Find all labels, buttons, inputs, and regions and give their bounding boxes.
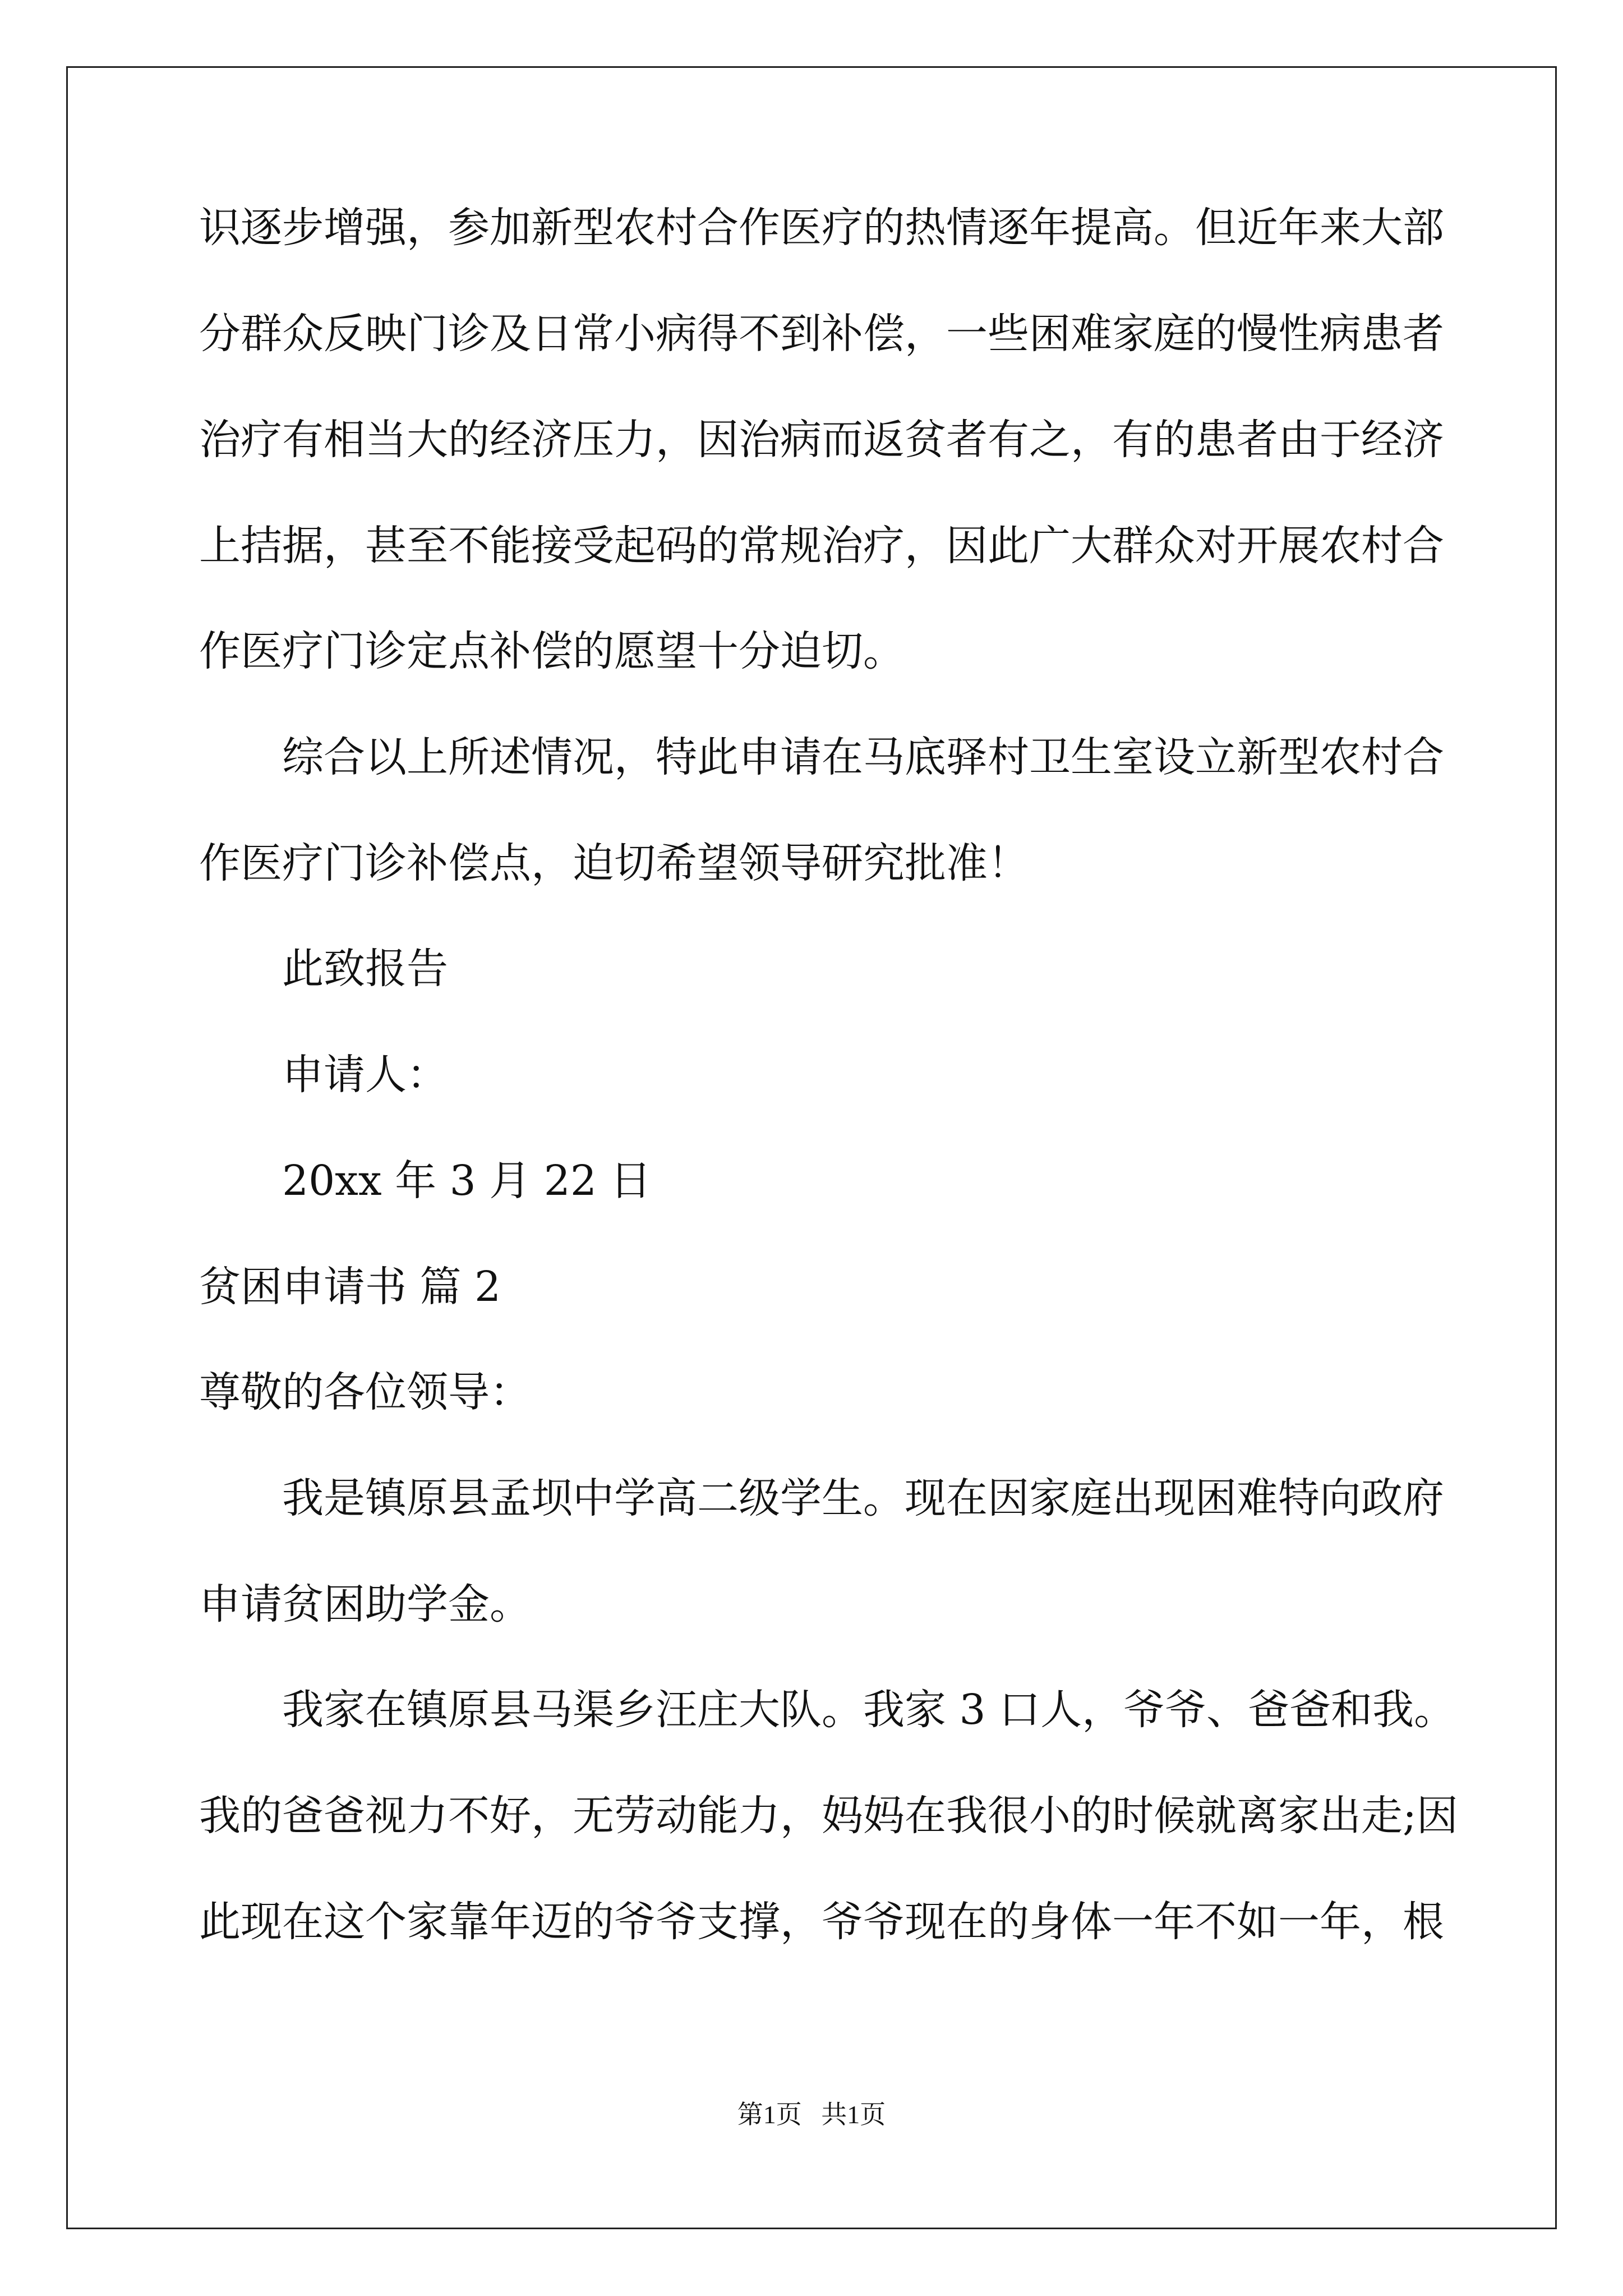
paragraph-line: 分群众反映门诊及日常小病得不到补偿，一些困难家庭的慢性病患者 <box>199 310 1444 358</box>
paragraph-line: 我是镇原县孟坝中学高二级学生。现在因家庭出现困难特向政府 <box>282 1474 1444 1522</box>
paragraph-line: 识逐步增强，参加新型农村合作医疗的热情逐年提高。但近年来大部 <box>199 204 1444 252</box>
section-heading: 贫困申请书 篇 2 <box>199 1263 501 1311</box>
date-line: 20xx 年 3 月 22 日 <box>282 1157 652 1205</box>
paragraph-line: 上拮据，甚至不能接受起码的常规治疗，因此广大群众对开展农村合 <box>199 522 1444 570</box>
paragraph-line: 我家在镇原县马渠乡汪庄大队。我家 3 口人，爷爷、爸爸和我。 <box>282 1686 1456 1734</box>
paragraph-line: 申请贫困助学金。 <box>199 1580 531 1628</box>
paragraph-line: 此现在这个家靠年迈的爷爷支撑，爷爷现在的身体一年不如一年，根 <box>199 1898 1444 1946</box>
closing-salutation: 此致报告 <box>282 945 448 993</box>
paragraph-line: 治疗有相当大的经济压力，因治病而返贫者有之，有的患者由于经济 <box>199 416 1444 464</box>
applicant-label: 申请人： <box>282 1051 448 1099</box>
paragraph-line: 我的爸爸视力不好，无劳动能力，妈妈在我很小的时候就离家出走;因 <box>199 1792 1458 1840</box>
paragraph-line: 作医疗门诊补偿点，迫切希望领导研究批准！ <box>199 839 1029 887</box>
greeting: 尊敬的各位领导： <box>199 1368 531 1416</box>
paragraph-line: 作医疗门诊定点补偿的愿望十分迫切。 <box>199 627 905 675</box>
paragraph-line: 综合以上所述情况，特此申请在马底驿村卫生室设立新型农村合 <box>282 733 1444 781</box>
page-footer: 第1页 共1页 <box>737 2100 886 2129</box>
